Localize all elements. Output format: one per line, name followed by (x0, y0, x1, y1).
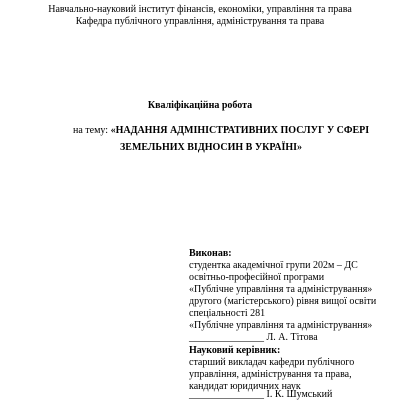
supervisor-line: управління, адміністрування та права, (189, 369, 352, 380)
supervisor-line: старший викладач кафедри публічного (189, 357, 355, 368)
executor-line: студентка академічної групи 202м – ДС (189, 260, 358, 271)
topic-title-part-2: ЗЕМЕЛЬНИХ ВІДНОСИН В УКРАЇНІ» (120, 142, 303, 153)
supervisor-line: кандидат юридичних наук (189, 381, 301, 392)
executor-line: «Публічне управління та адміністрування» (189, 284, 373, 295)
topic-title-part-1: «НАДАННЯ АДМІНІСТРАТИВНИХ ПОСЛУГ У СФЕРІ (110, 125, 370, 136)
executor-signature: _______________ Л. А. Тітова (189, 332, 318, 343)
topic-prefix: на тему: (73, 125, 111, 136)
executor-heading: Виконав: (189, 248, 232, 259)
supervisor-signature: _______________ І. К. Шумський (189, 389, 333, 400)
department-name: Кафедра публічного управління, адміністрування та права (75, 16, 325, 27)
institute-name: Навчально-науковий інститут фінансів, економіки, управління та права (48, 4, 352, 15)
executor-line: освітньо-професійної програми (189, 272, 325, 283)
supervisor-heading: Науковий керівник: (189, 345, 281, 356)
work-type-label: Кваліфікаційна робота (147, 100, 253, 111)
executor-line: «Публічне управління та адміністрування» (189, 320, 373, 331)
executor-line: спеціальності 281 (189, 308, 266, 319)
executor-line: другого (магістерського) рівня вищої освіти (189, 296, 377, 307)
topic-line-1 (73, 124, 369, 137)
